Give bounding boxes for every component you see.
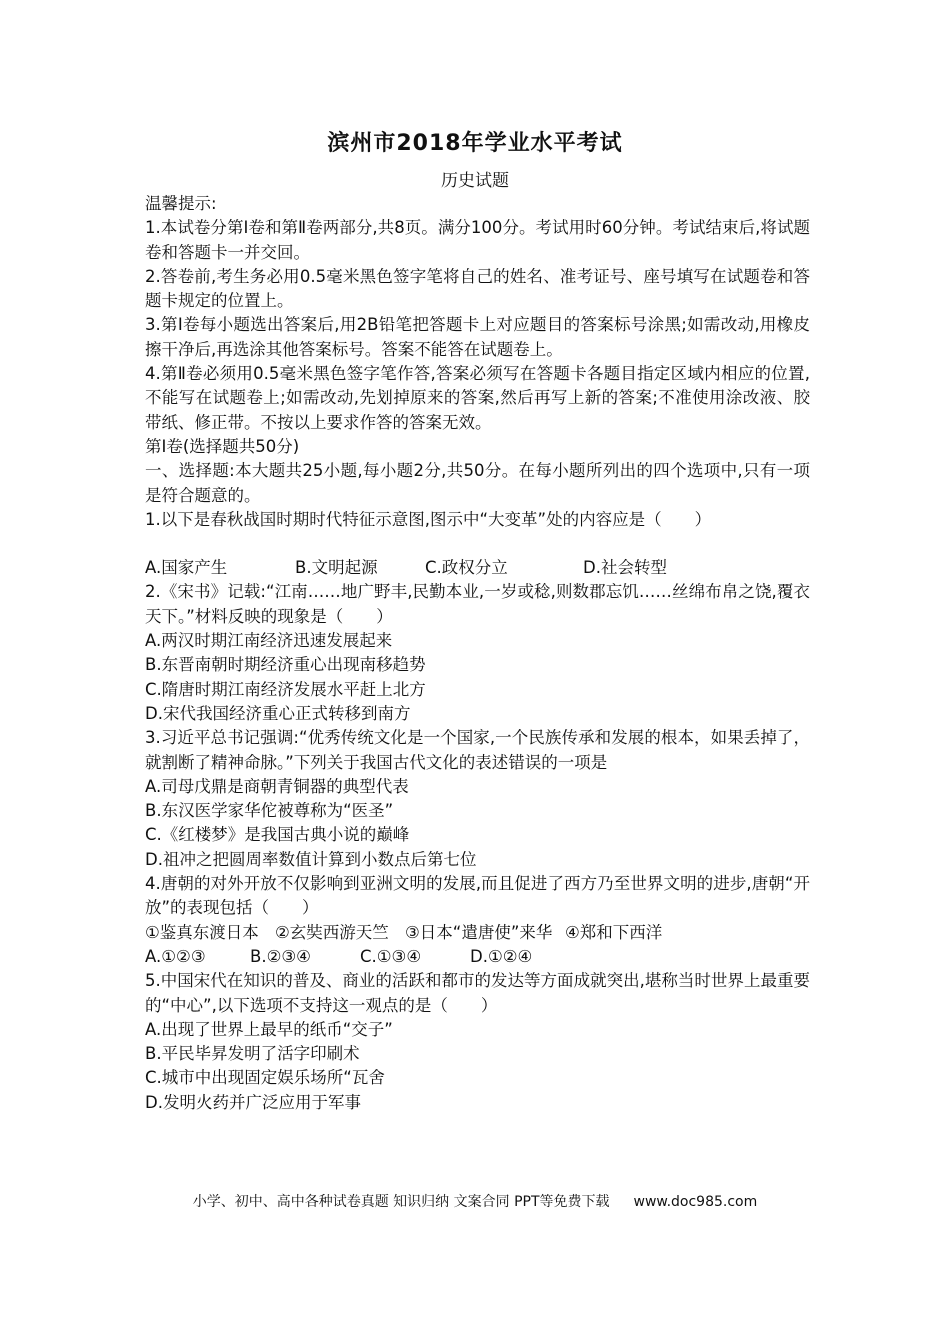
item-3: ③日本“遣唐使”来华 [405,922,553,942]
option-d: D.社会转型 [583,558,667,578]
option-c: C.《红楼梦》是我国古典小说的巅峰 [145,825,410,845]
exam-subtitle: 历史试题 [441,171,509,191]
notice-item: 2.答卷前,考生务必用0.5毫米黑色签字笔将自己的姓名、准考证号、座号填写在试题卷和答题卡规定的位置上。 [145,266,810,311]
figure-spacer [145,532,810,556]
option-b: B.东晋南朝时期经济重心出现南移趋势 [145,655,426,675]
option-d: D.①②④ [470,946,533,966]
option-a: A.①②③ [145,946,206,966]
option-b: B.东汉医学家华佗被尊称为“医圣” [145,801,394,821]
item-4: ④郑和下西洋 [565,922,663,942]
question-1-options [145,556,810,580]
section-title: 第I卷(选择题共50分) [145,436,300,456]
footer-text: 小学、初中、高中各种试卷真题 知识归纳 文案合同 PPT等免费下载 [192,1194,610,1210]
option-d: D.祖冲之把圆周率数值计算到小数点后第七位 [145,849,477,869]
question-3-stem: 3.习近平总书记强调:“优秀传统文化是一个国家,一个民族传承和发展的根本，如果丢掉了，就割断了精神命脉。”下列关于我国古代文化的表述错误的一项是 [145,728,810,772]
option-d: D.宋代我国经济重心正式转移到南方 [145,703,411,723]
notice-item: 1.本试卷分第Ⅰ卷和第Ⅱ卷两部分,共8页。满分100分。考试用时60分钟。考试结束后,将试题卷和答题卡一并交回。 [145,218,810,262]
notice-item: 4.第Ⅱ卷必须用0.5毫米黑色签字笔作答,答案必须写在答题卡各题目指定区域内相应的位置,不能写在试题卷上;如需改动,先划掉原来的答案,然后再写上新的答案;不准使用涂改液、胶带纸、修正带。不按以上要求作答的答案无效。 [145,364,810,432]
section-instructions: 一、选择题:本大题共25小题,每小题2分,共50分。在每小题所列出的四个选项中,只有一项是符合题意的。 [145,461,810,505]
item-2: ②玄奘西游天竺 [275,922,389,942]
page-footer [0,1191,950,1211]
option-b: B.平民毕昇发明了活字印刷术 [145,1044,360,1064]
notice-item: 3.第I卷每小题选出答案后,用2B铅笔把答题卡上对应题目的答案标号涂黑;如需改动,用橡皮擦干净后,再选涂其他答案标号。答案不能答在试题卷上。 [145,315,810,359]
exam-body [145,192,810,1115]
question-4-stem: 4.唐朝的对外开放不仅影响到亚洲文明的发展,而且促进了西方乃至世界文明的进步,唐朝“开放”的表现包括（ ） [145,874,810,918]
option-c: C.①③④ [360,946,422,966]
option-d: D.发明火药并广泛应用于军事 [145,1092,361,1112]
option-c: C.政权分立 [425,558,508,578]
option-a: A.国家产生 [145,558,228,578]
option-c: C.城市中出现固定娱乐场所“瓦舍 [145,1068,385,1088]
notice-heading: 温馨提示: [145,194,217,213]
option-b: B.文明起源 [295,558,378,578]
exam-title: 滨州市2018年学业水平考试 [327,131,623,156]
question-4-items [145,921,810,945]
question-5-stem: 5.中国宋代在知识的普及、商业的活跃和都市的发达等方面成就突出,堪称当时世界上最重要的“中心”,以下选项不支持这一观点的是（ ） [145,971,810,1015]
item-1: ①鉴真东渡日本 [145,922,259,942]
option-a: A.两汉时期江南经济迅速发展起来 [145,631,393,651]
question-1-stem: 1.以下是春秋战国时期时代特征示意图,图示中“大变革”处的内容应是（ ） [145,509,712,529]
question-2-stem: 2.《宋书》记载:“江南……地广野丰,民勤本业,一岁或稔,则数郡忘饥……丝绵布帛之饶,覆衣天下。”材料反映的现象是（ ） [145,582,810,626]
question-4-options [145,945,810,969]
footer-site-link[interactable]: www.doc985.com [633,1194,758,1210]
option-c: C.隋唐时期江南经济发展水平赶上北方 [145,679,426,699]
option-b: B.②③④ [250,946,311,966]
option-a: A.司母戊鼎是商朝青铜器的典型代表 [145,776,409,796]
option-a: A.出现了世界上最早的纸币“交子” [145,1019,393,1039]
